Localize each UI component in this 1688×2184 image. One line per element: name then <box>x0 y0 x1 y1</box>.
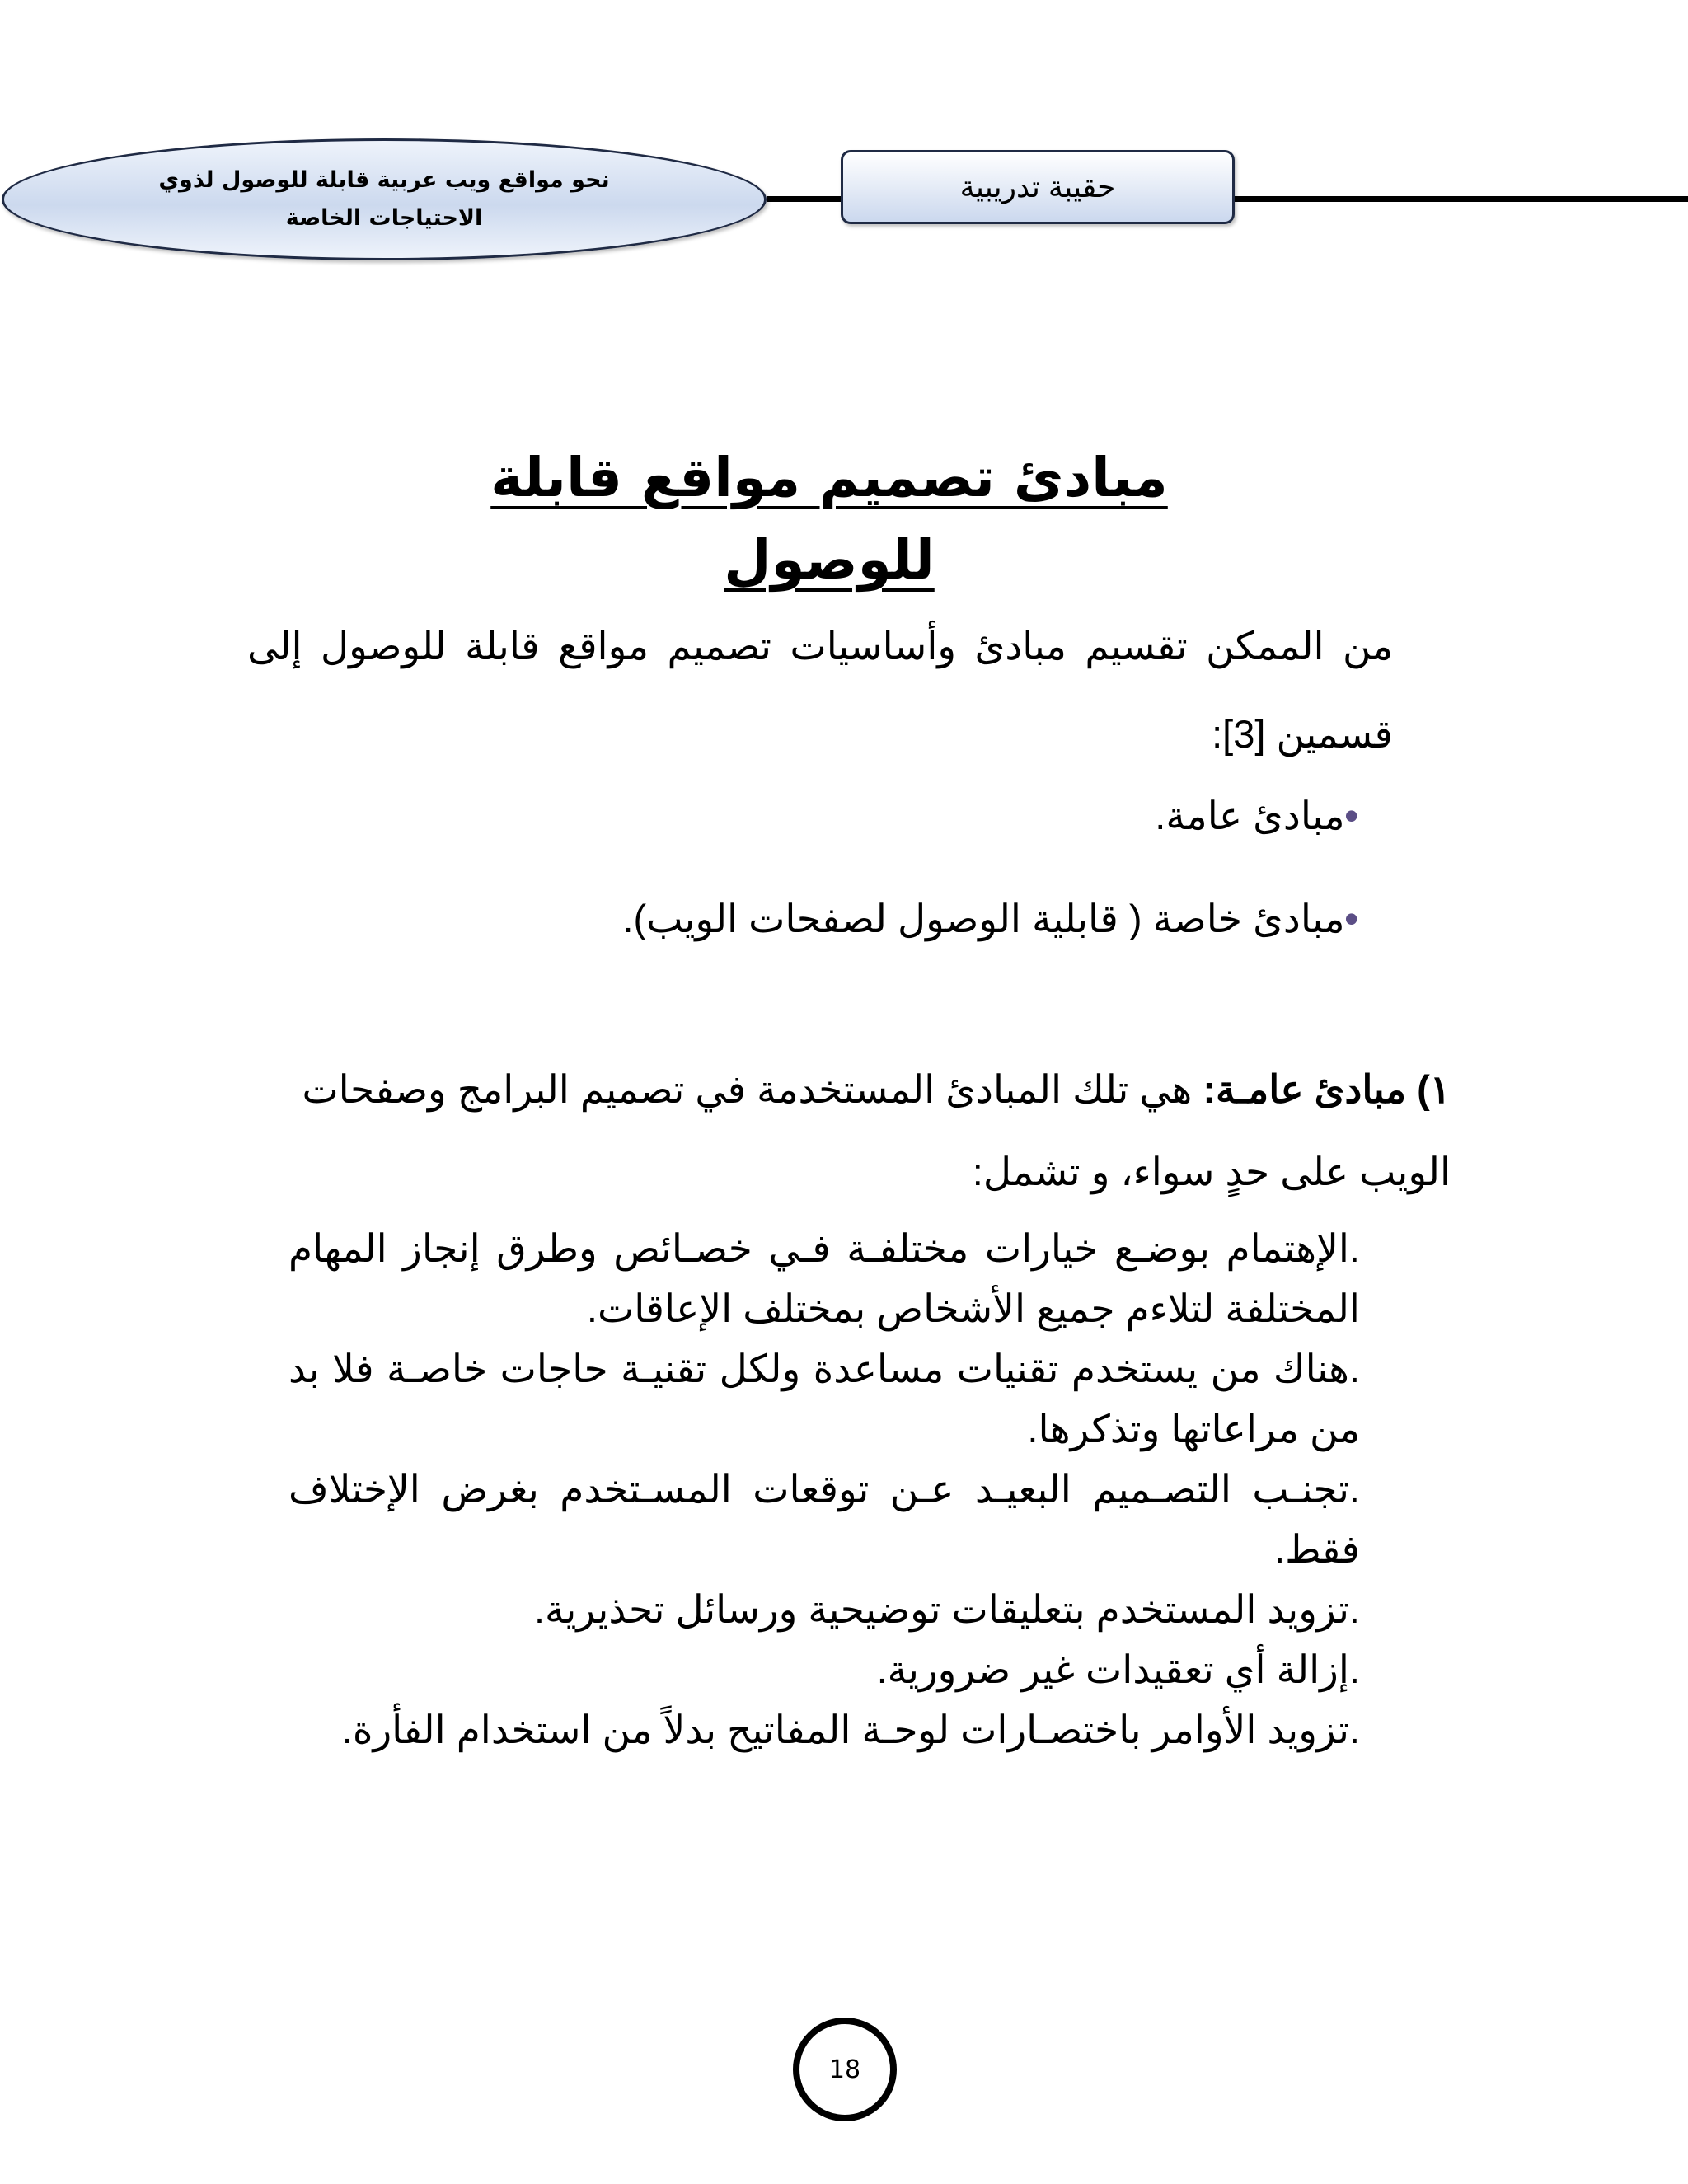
header-doc-type-box <box>841 150 1235 224</box>
header-project-banner <box>2 138 767 260</box>
section-heading: مبادئ عامـة: <box>1203 1067 1407 1111</box>
list-item: .تزويد المستخدم بتعليقات توضيحية ورسائل تحذيرية. <box>534 1587 1360 1631</box>
list-item: .الإهتمام بوضـع خيارات مختلفـة فـي خصـائص وطرق إنجاز المهام المختلفة لتلاءم جميع الأشخاص بمختلف الإعاقات. <box>288 1226 1360 1330</box>
bullet-item-general <box>287 783 1358 849</box>
page-number: 18 <box>793 2018 897 2121</box>
header-project-title-line2: الاحتياجات الخاصة <box>285 205 483 231</box>
section-number: ١) <box>1417 1067 1451 1111</box>
list-item: .إزالة أي تعقيدات غير ضرورية. <box>876 1647 1360 1691</box>
intro-paragraph: من الممكن تقسيم مبادئ وأساسيات تصميم مواقع قابلة للوصول إلى قسمين [3]: <box>247 624 1393 756</box>
section-text: هي تلك المبادئ المستخدمة في تصميم البرامج وصفحات الويب على حدٍ سواء، و تشمل: <box>302 1067 1451 1193</box>
general-principles-list <box>288 1218 1360 1760</box>
list-item: .تزويد الأوامر باختصـارات لوحـة المفاتيح بدلاً من استخدام الفأرة. <box>341 1708 1360 1751</box>
list-item: .هناك من يستخدم تقنيات مساعدة ولكل تقنيـة حاجات خاصـة فلا بد من مراعاتها وتذكرها. <box>288 1347 1360 1451</box>
header-project-title-line1: نحو مواقع ويب عربية قابلة للوصول لذوي <box>158 167 610 193</box>
list-item: .تجنـب التصـميم البعيـد عـن توقعات المسـتخدم بغرض الإختلاف فقط. <box>288 1467 1360 1571</box>
bullet-dot-icon: • <box>1344 897 1358 940</box>
header-doc-type: حقيبة تدريبية <box>959 170 1116 204</box>
bullet-text: مبادئ خاصة ( قابلية الوصول لصفحات الويب). <box>622 897 1345 940</box>
bullet-item-special <box>287 886 1358 952</box>
section-general-intro <box>247 1048 1451 1213</box>
page-title: مبادئ تصميم مواقع قابلة للوصول <box>490 446 1168 592</box>
bullet-dot-icon: • <box>1344 794 1358 837</box>
bullet-text: مبادئ عامة. <box>1155 794 1345 837</box>
